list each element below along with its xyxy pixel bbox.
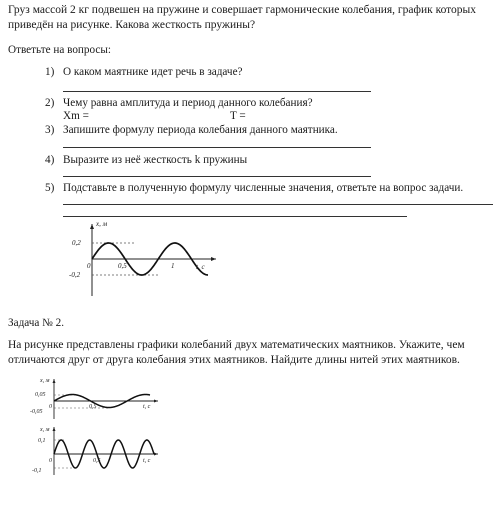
chart-1-xtick-0: 0 xyxy=(87,262,91,270)
question-4-text: Выразите из неё жесткость k пружины xyxy=(63,154,248,166)
answer-line-4[interactable] xyxy=(63,176,371,177)
question-4-number: 4) xyxy=(45,154,55,166)
answer-line-5b[interactable] xyxy=(63,216,407,217)
chart-3-xlabel: t, c xyxy=(143,458,151,464)
chart-3-x-arrow xyxy=(154,453,158,456)
chart-3-xtick-1: 0,5 xyxy=(93,458,101,464)
chart-2-ytick-top: 0,05 xyxy=(35,392,46,398)
chart-3-ytick-top: 0,1 xyxy=(38,438,46,444)
chart-2-ylabel: x, м xyxy=(40,378,50,384)
chart-1-xlabel: t, c xyxy=(196,263,205,271)
question-2-text: Чему равна амплитуда и период данного колебания? xyxy=(63,97,313,109)
chart-3-y-arrow xyxy=(53,427,56,431)
question-3-number: 3) xyxy=(45,124,55,136)
amplitude-label: Xm = xyxy=(63,110,89,122)
chart-1-ytick-bottom: -0,2 xyxy=(69,271,81,279)
answer-line-1[interactable] xyxy=(63,91,371,92)
task1-prompt: Ответьте на вопросы: xyxy=(8,44,111,56)
answer-line-3[interactable] xyxy=(63,147,371,148)
task2-text: На рисунке представлены графики колебаний двух математических маятников. Укажите, чем отличаются друг от друга колебания этих маятников. Найдите длины нитей этих маятников. xyxy=(8,339,465,366)
question-1-number: 1) xyxy=(45,66,55,78)
chart-1-x-arrow xyxy=(211,257,216,261)
chart-3-ytick-bottom: -0,1 xyxy=(32,468,42,474)
chart-1-xtick-2: 1 xyxy=(171,262,175,270)
chart-2-xtick-0: 0 xyxy=(49,404,52,410)
task1-intro: Груз массой 2 кг подвешен на пружине и совершает гармонические колебания, график которых приведён на рисунке. Какова жесткость пружины? xyxy=(8,4,477,31)
period-label: T = xyxy=(230,110,246,122)
chart-2-xlabel: t, c xyxy=(143,404,151,410)
question-1-text: О каком маятнике идет речь в задаче? xyxy=(63,66,243,78)
chart-3-ylabel: x, м xyxy=(40,427,50,433)
task2-title: Задача № 2. xyxy=(8,317,65,329)
chart-2-y-arrow xyxy=(53,379,56,383)
chart-2-x-arrow xyxy=(154,400,158,403)
chart-1-y-arrow xyxy=(90,224,94,229)
chart-1-xtick-1: 0,5 xyxy=(118,262,127,270)
question-5-number: 5) xyxy=(45,182,55,194)
chart-1-oscillation xyxy=(60,218,220,300)
question-3-text: Запишите формулу периода колебания данного маятника. xyxy=(63,124,338,136)
chart-2-xtick-1: 0,5 xyxy=(89,404,97,410)
question-5-text: Подставьте в полученную формулу численные значения, ответьте на вопрос задачи. xyxy=(63,182,464,194)
chart-3-xtick-0: 0 xyxy=(49,458,52,464)
chart-1-ytick-top: 0,2 xyxy=(72,239,81,247)
chart-2-ytick-bottom: -0,05 xyxy=(30,409,43,415)
question-2-number: 2) xyxy=(45,97,55,109)
answer-line-5a[interactable] xyxy=(63,204,493,205)
chart-2-oscillation xyxy=(30,375,165,421)
chart-3-oscillation xyxy=(30,423,165,477)
chart-1-ylabel: x, м xyxy=(96,220,108,228)
